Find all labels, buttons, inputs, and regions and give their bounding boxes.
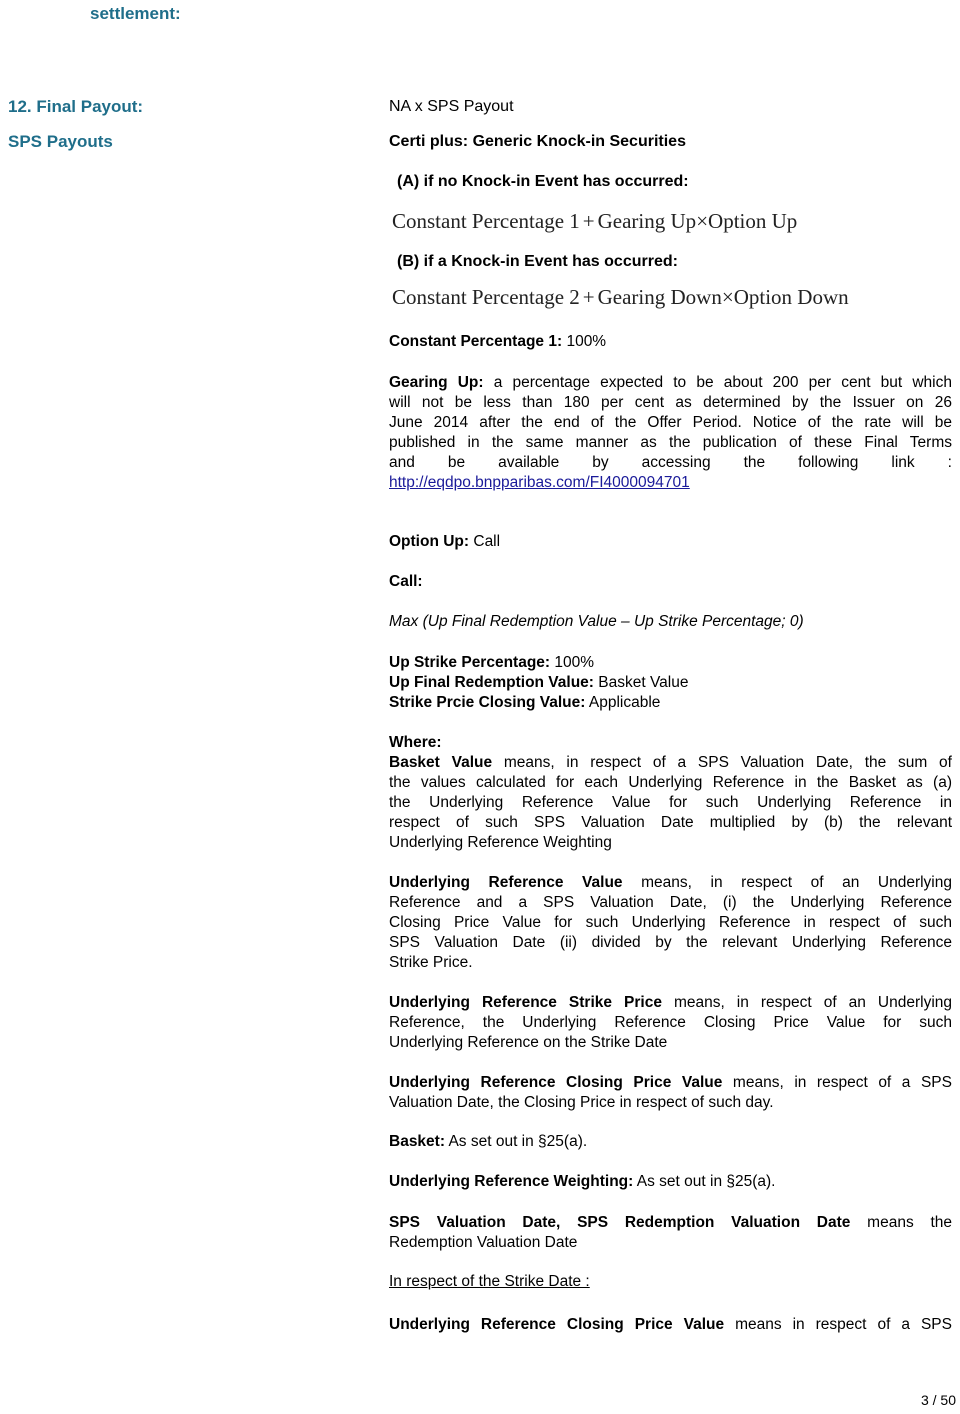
- basket-value-line: the values calculated for each Underlying Reference in the Basket as (a): [389, 774, 952, 791]
- case-b-heading: (B) if a Knock-in Event has occurred:: [397, 253, 678, 270]
- formula-a-term1: Constant Percentage 1: [392, 209, 580, 233]
- urv-line: Closing Price Value for such Underlying Reference in respect of such: [389, 914, 952, 931]
- gearing-up-line1: a percentage expected to be about 200 per cent but which: [483, 374, 952, 391]
- gearing-up-line3: June 2014 after the end of the Offer Period. Notice of the rate will be: [389, 414, 952, 431]
- where-block: [389, 733, 952, 853]
- gearing-up-line2: will not be less than 180 per cent as determined by the Issuer on 26: [389, 394, 952, 411]
- ursp-label: Underlying Reference Strike Price: [389, 994, 662, 1011]
- ursp-line: Underlying Reference on the Strike Date: [389, 1034, 668, 1051]
- basket-value-line: respect of such SPS Valuation Date multiplied by (b) the relevant: [389, 814, 952, 831]
- final-value: means in respect of a SPS: [724, 1316, 952, 1333]
- basket-value: As set out in §25(a).: [445, 1133, 588, 1150]
- urv-line: SPS Valuation Date (ii) divided by the relevant Underlying Reference: [389, 934, 952, 951]
- urv-paragraph: [389, 873, 952, 973]
- urcpv-paragraph: [389, 1073, 952, 1113]
- option-up-label: Option Up:: [389, 533, 470, 550]
- final-label: Underlying Reference Closing Price Value: [389, 1316, 725, 1333]
- urv-label: Underlying Reference Value: [389, 874, 623, 891]
- final-paragraph: [389, 1315, 952, 1335]
- ursp-line: Reference, the Underlying Reference Closing Price Value for such: [389, 1014, 952, 1031]
- params-block: [389, 653, 952, 713]
- times-sign: ×: [696, 209, 709, 233]
- basket-value-line: Underlying Reference Weighting: [389, 834, 612, 851]
- param-label: Up Strike Percentage:: [389, 654, 551, 671]
- settlement-label: settlement:: [90, 4, 181, 23]
- times-sign: ×: [721, 285, 734, 309]
- option-up-value: Call: [469, 533, 501, 550]
- gearing-up-line4: published in the same manner as the publication of these Final Terms: [389, 434, 952, 451]
- urv-line: Reference and a SPS Valuation Date, (i) the Underlying Reference: [389, 894, 952, 911]
- basket-line: [389, 1133, 587, 1151]
- option-up-line: [389, 533, 500, 551]
- constant-percentage-label: Constant Percentage 1:: [389, 333, 563, 350]
- call-formula: Max (Up Final Redemption Value – Up Strike Percentage; 0): [389, 613, 804, 630]
- ursp-paragraph: [389, 993, 952, 1053]
- offer-rate-link[interactable]: http://eqdpo.bnpparibas.com/FI4000094701: [389, 474, 690, 491]
- strike-date-heading: In respect of the Strike Date :: [389, 1273, 590, 1290]
- constant-percentage-value: 100%: [562, 333, 607, 350]
- formula-a-term3: Option Up: [708, 209, 798, 233]
- param-strike-closing: [389, 693, 952, 713]
- na-sps-payout: NA x SPS Payout: [389, 98, 514, 115]
- urv-line: Strike Price.: [389, 954, 473, 971]
- plus-sign: +: [582, 209, 595, 233]
- sps-dates-tail: means the: [867, 1214, 952, 1231]
- param-label: Strike Prcie Closing Value:: [389, 694, 586, 711]
- formula-b: [392, 285, 849, 310]
- constant-percentage-line: [389, 333, 606, 351]
- urcpv-line: Valuation Date, the Closing Price in respect of such day.: [389, 1094, 774, 1111]
- formula-a-term2: Gearing Up: [597, 209, 697, 233]
- basket-value-line: means, in respect of a SPS Valuation Date, the sum of: [492, 754, 952, 771]
- urw-value: As set out in §25(a).: [633, 1173, 776, 1190]
- case-a-heading: (A) if no Knock-in Event has occurred:: [397, 173, 689, 190]
- sps-dates-paragraph: [389, 1213, 952, 1253]
- formula-b-term1: Constant Percentage 2: [392, 285, 580, 309]
- plus-sign: +: [582, 285, 595, 309]
- basket-value-label: Basket Value: [389, 754, 493, 771]
- sps-dates-label: SPS Valuation Date, SPS Redemption Valuation Date: [389, 1214, 851, 1231]
- param-up-strike: [389, 653, 952, 673]
- page-number: 3 / 50: [920, 1392, 956, 1408]
- sps-payouts-label: SPS Payouts: [8, 132, 113, 151]
- urw-line: [389, 1173, 775, 1191]
- gearing-up-paragraph: [389, 373, 952, 493]
- ursp-line: means, in respect of an Underlying: [661, 994, 953, 1011]
- call-label: Call:: [389, 573, 423, 590]
- formula-b-term2: Gearing Down: [597, 285, 722, 309]
- urv-line: means, in respect of an Underlying: [622, 874, 952, 891]
- basket-value-line: the Underlying Reference Value for such Underlying Reference in: [389, 794, 952, 811]
- basket-label: Basket:: [389, 1133, 445, 1150]
- sps-dates-line2: Redemption Valuation Date: [389, 1234, 578, 1251]
- urw-label: Underlying Reference Weighting:: [389, 1173, 634, 1190]
- param-value: Basket Value: [593, 674, 689, 691]
- final-payout-label: 12. Final Payout:: [8, 97, 144, 116]
- formula-a: [392, 209, 797, 234]
- param-up-final: [389, 673, 952, 693]
- param-value: 100%: [550, 654, 595, 671]
- urcpv-label: Underlying Reference Closing Price Value: [389, 1074, 723, 1091]
- urcpv-line: means, in respect of a SPS: [722, 1074, 952, 1091]
- where-label: Where:: [389, 734, 442, 751]
- certi-plus-title: Certi plus: Generic Knock-in Securities: [389, 133, 686, 150]
- param-value: Applicable: [585, 694, 661, 711]
- gearing-up-label: Gearing Up:: [389, 374, 484, 391]
- gearing-up-line5: and be available by accessing the following link :: [389, 454, 952, 471]
- param-label: Up Final Redemption Value:: [389, 674, 594, 691]
- formula-b-term3: Option Down: [733, 285, 849, 309]
